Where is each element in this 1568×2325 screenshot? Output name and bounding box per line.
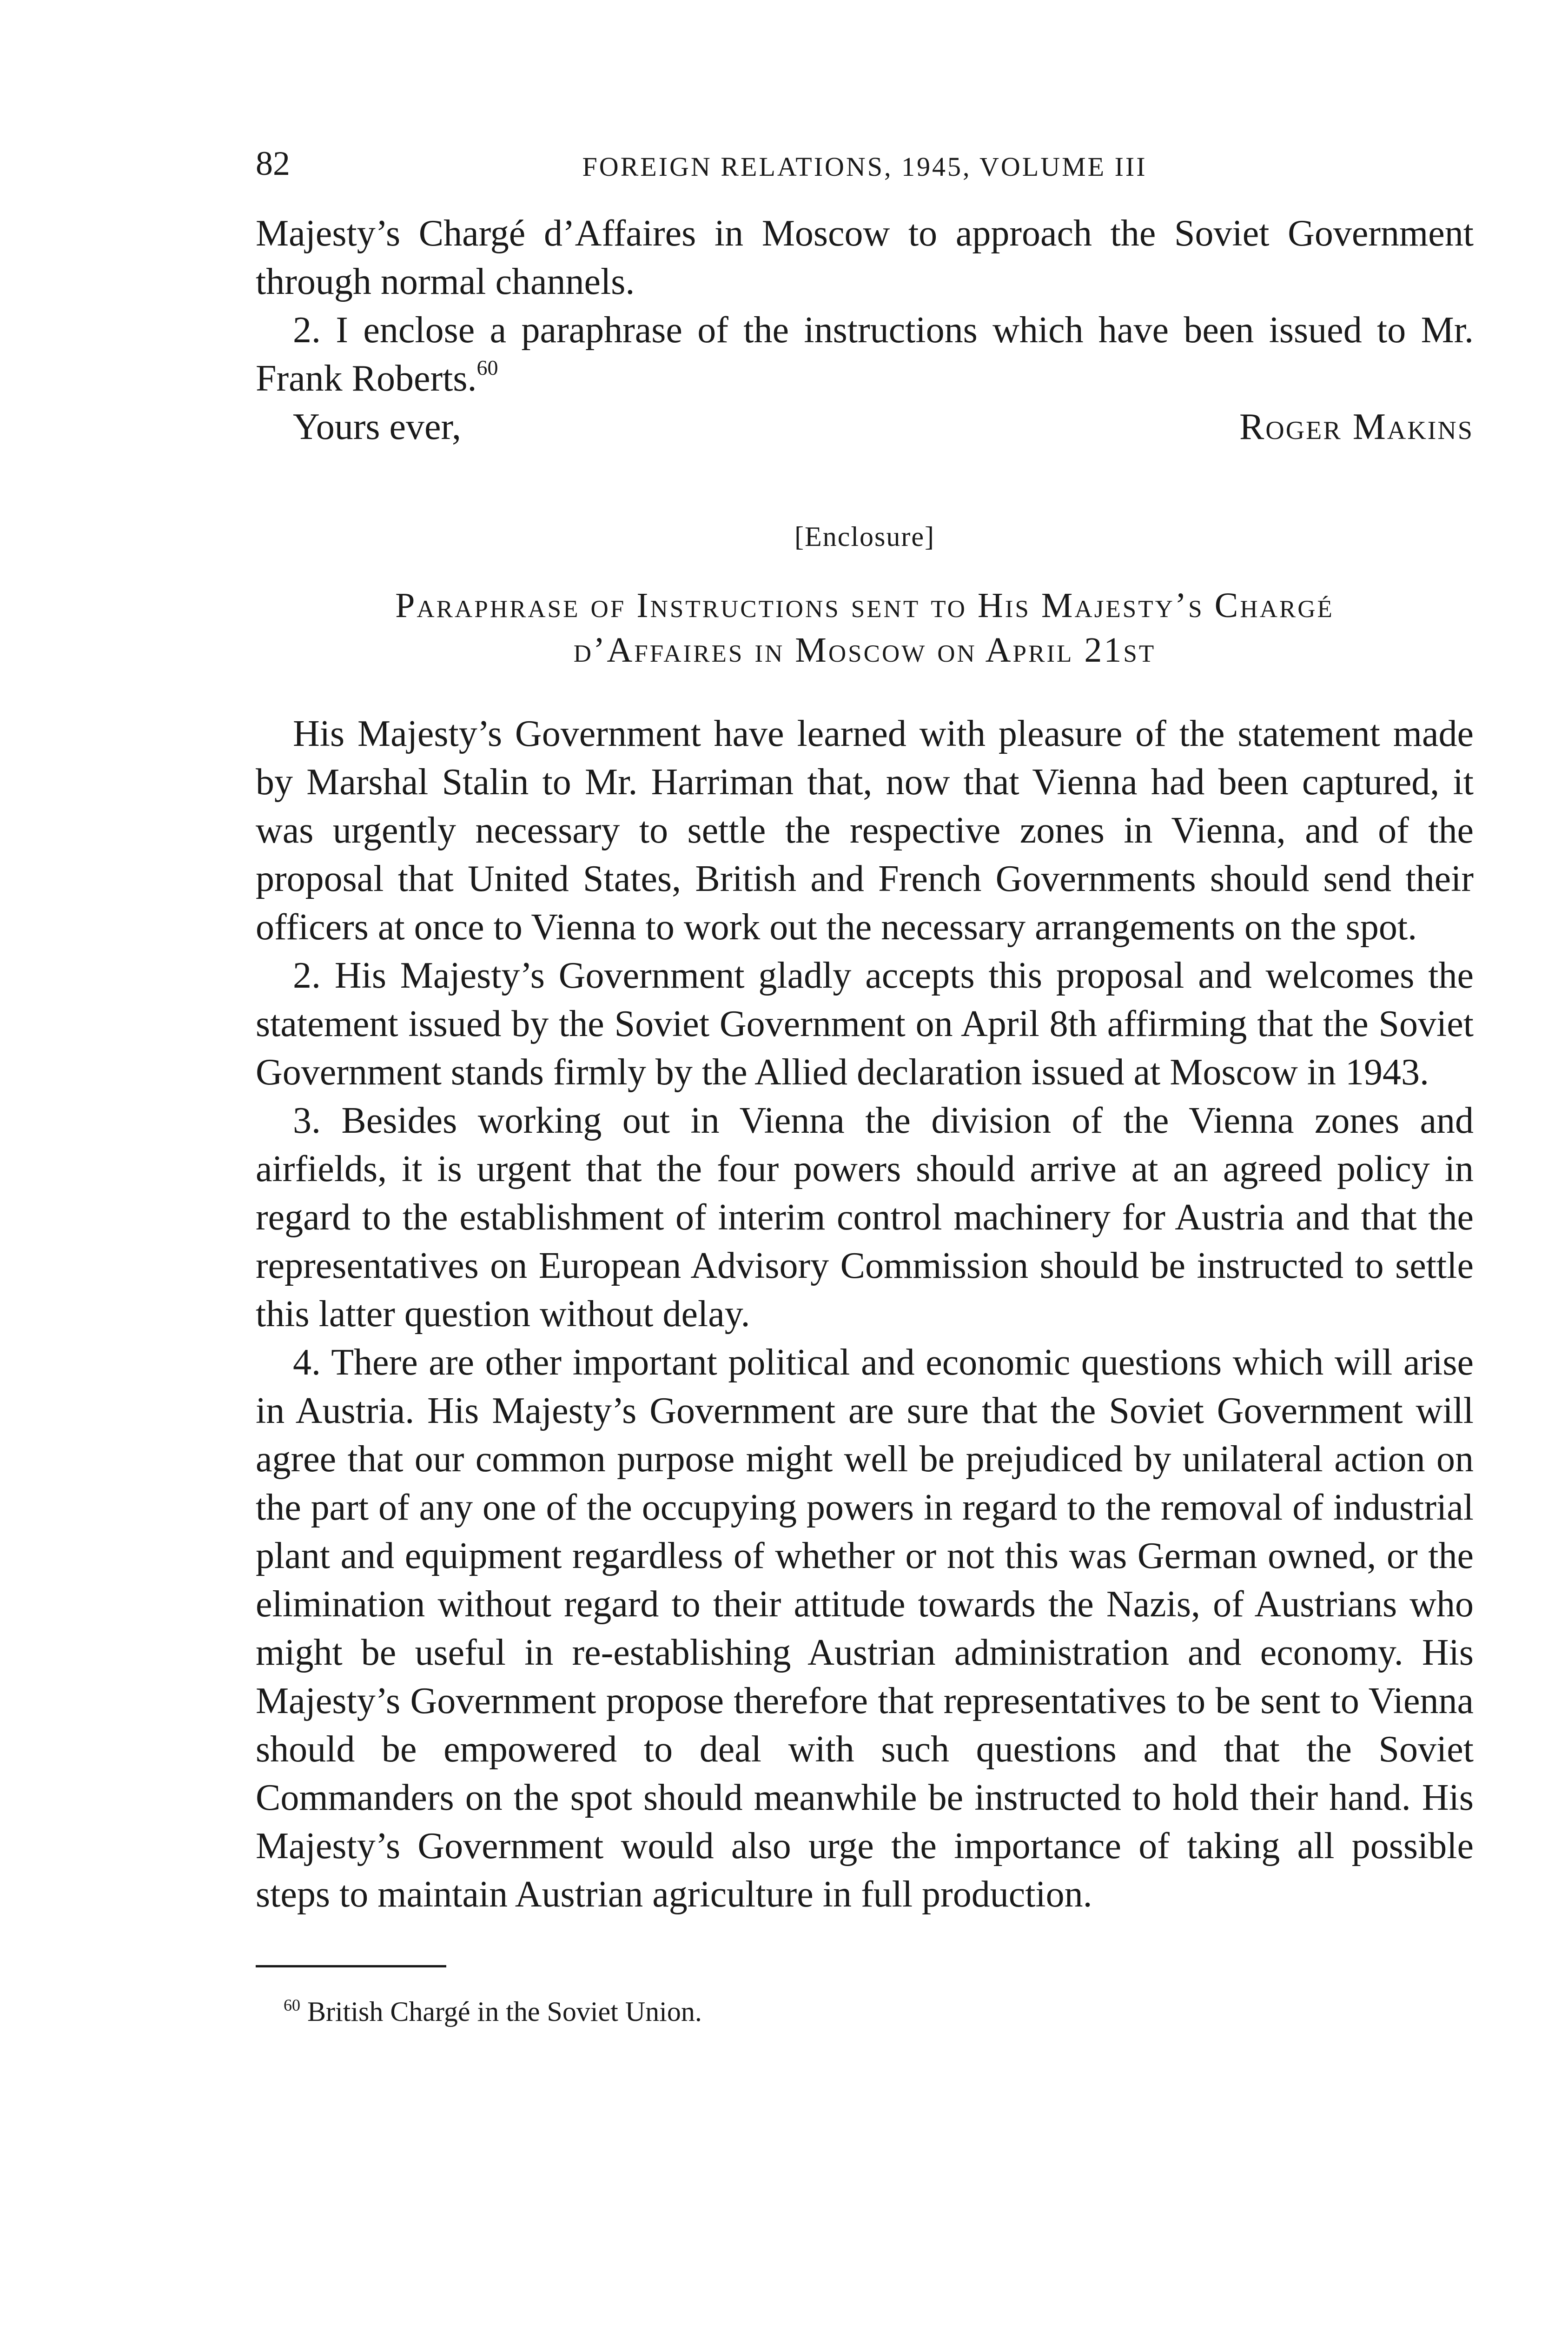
enclosure-paragraph-4: 4. There are other important political and economic questions which will arise in Austria. His Majesty’s Government are sure that the Soviet Government will agree that our common purpose might well be prejudiced by unilateral action on the part of any one of the occupying powers in regard to the removal of industrial plant and equipment regardless of whether or not this was German owned, or the elimination without regard to their attitude towards the Nazis, of Austrians who might be useful in re-establishing Austrian administration and economy. His Majesty’s Government propose therefore that representatives to be sent to Vienna should be empowered to deal with such questions and that the Soviet Commanders on the spot should meanwhile be instructed to hold their hand. His Majesty’s Government would also urge the importance of taking all possible steps to maintain Austrian agriculture in full production. xyxy=(256,1342,1474,1915)
footnote-number: 60 xyxy=(284,1996,300,2014)
signature: Roger Makins xyxy=(1239,406,1474,447)
footnote-ref: 60 xyxy=(476,356,498,379)
enclosure-heading-line-2: d’Affaires in Moscow on April 21st xyxy=(573,631,1156,670)
enclosure-label: [Enclosure] xyxy=(794,521,935,552)
letter-paragraph-1: Majesty’s Chargé d’Affaires in Moscow to approach the Soviet Government through normal channels. xyxy=(256,213,1474,302)
page-number: 82 xyxy=(256,145,290,183)
footnote-text: British Chargé in the Soviet Union. xyxy=(307,1996,702,2027)
footnote-divider xyxy=(256,1965,446,1967)
enclosure-paragraph-1: His Majesty’s Government have learned with pleasure of the statement made by Marshal Stalin to Mr. Harriman that, now that Vienna had been captured, it was urgently necessary to settle the respective zones in Vienna, and of the proposal that United States, British and French Governments should send their officers at once to Vienna to work out the necessary arrangements on the spot. xyxy=(256,713,1474,948)
running-head xyxy=(256,140,1474,209)
document-page xyxy=(256,140,1474,2030)
letter-body xyxy=(256,209,1474,403)
letter-closing xyxy=(256,403,1474,451)
footnote xyxy=(256,1993,1474,2030)
closing-salutation: Yours ever, xyxy=(293,406,461,447)
enclosure-paragraph-3: 3. Besides working out in Vienna the division of the Vienna zones and airfields, it is urgent that the four powers should arrive at an agreed policy in regard to the establishment of interim control machinery for Austria and that the representatives on European Advisory Commission should be instructed to settle this latter question without delay. xyxy=(256,1100,1474,1335)
enclosure-paragraph-2: 2. His Majesty’s Government gladly accepts this proposal and welcomes the statement issued by the Soviet Government on April 8th affirming that the Soviet Government stands firmly by the Allied declaration issued at Moscow in 1943. xyxy=(256,955,1474,1093)
letter-paragraph-2-text: 2. I enclose a paraphrase of the instructions which have been issued to Mr. Frank Roberts. xyxy=(256,310,1474,399)
enclosure-heading-line-1: Paraphrase of Instructions sent to His Majesty’s Chargé xyxy=(395,586,1334,625)
header-title: FOREIGN RELATIONS, 1945, VOLUME III xyxy=(582,152,1147,182)
enclosure-body xyxy=(256,710,1474,1919)
letter-paragraph-2 xyxy=(256,306,1474,403)
enclosure-heading xyxy=(256,583,1474,672)
